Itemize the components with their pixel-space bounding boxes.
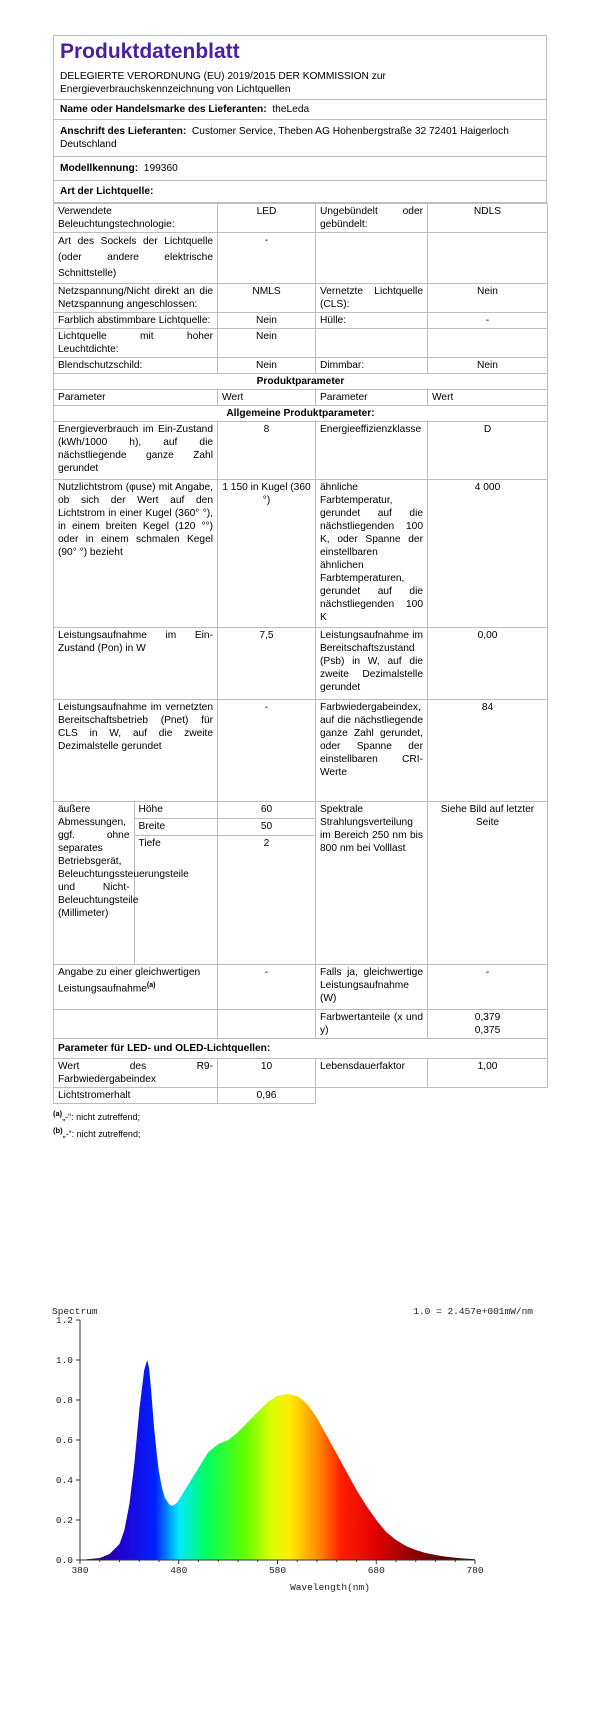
chroma-label: Farbwertanteile (x und y) [316,1010,428,1039]
equiv-value: - [218,965,316,1010]
height-value: 60 [218,802,315,819]
table-row [54,1088,548,1104]
address-value: Customer Service, Theben AG Hohenbergstraße 32 72401 Haigerloch Deutschland [60,126,509,150]
depth-label: Tiefe [138,838,161,849]
table-row [54,1059,548,1088]
hld-value: Nein [218,329,316,358]
maintenance-value: 0,96 [218,1088,316,1104]
table-row [54,390,548,406]
table-row [54,628,548,700]
r9-value: 10 [218,1059,316,1088]
table-row [54,329,548,358]
empty-cell [218,1010,316,1039]
empty-cell [428,233,548,284]
spectrum-svg [50,1300,550,1600]
table-row [54,480,548,628]
chart-title: Spectrum [52,1306,98,1317]
table-row [54,358,548,374]
spectrum-area [80,1360,475,1560]
table-row [54,204,548,233]
table-row [54,284,548,313]
flux-value: 1 150 in Kugel (360 °) [218,480,316,628]
cls-label: Vernetzte Lichtquelle (CLS): [316,284,428,313]
table-row [54,406,548,422]
general-params-heading: Allgemeine Produktparameter: [54,406,548,422]
model-value: 199360 [143,163,178,174]
flux-label: Nutzlichtstrom (φuse) mit Angabe, ob sich der Wert auf den Lichtstrom in einer Kugel (360° °), in einem breiten Kegel (120 °°) oder in einem schmalen Kegel (90° °) bezieht [54,480,218,628]
empty-cell [316,233,428,284]
chroma-y: 0,375 [474,1025,501,1036]
spectrum-chart [50,1300,550,1600]
width-label: Breite [134,819,217,836]
dimensions-label: äußere Abmessungen, ggf. ohne separates Betriebsgerät, Beleuchtungssteuerungsteile und Nicht-Beleuchtungsteile (Millimeter) [54,802,134,964]
glare-label: Blendschutzschild: [54,358,218,374]
cri-label: Farbwiedergabeindex, auf die nächstliegende ganze Zahl gerundet, oder Spanne der einstellbaren CRI-Werte [316,700,428,802]
tech-value: LED [218,204,316,233]
energy-label: Energieverbrauch im Ein-Zustand (kWh/1000 h), auf die nächstliegende ganze Zahl gerundet [54,422,218,480]
dimensions-cell [54,802,218,965]
light-source-type-heading: Art der Lichtquelle: [53,181,547,203]
y-tick-label: 1.2 [55,1315,73,1326]
cct-value: 4 000 [428,480,548,628]
pon-value: 7,5 [218,628,316,700]
r9-label: Wert des R9-Farbwiedergabeindex [54,1059,218,1088]
width-value: 50 [218,819,315,836]
y-tick-label: 0.4 [55,1475,73,1486]
x-tick-label: 780 [466,1565,484,1576]
table-row [54,374,548,390]
maintenance-label: Lichtstromerhalt [54,1088,218,1104]
x-tick-label: 580 [268,1565,287,1576]
survival-label: Lebensdauerfaktor [316,1059,428,1088]
empty-cell [428,329,548,358]
x-tick-label: 480 [170,1565,188,1576]
empty-cell [316,1088,428,1104]
hld-label: Lichtquelle mit hoher Leuchtdichte: [54,329,218,358]
light-source-table [53,203,548,1104]
address-row [53,120,547,157]
supplier-value: theLeda [272,104,310,115]
table-row [54,313,548,329]
table-row [54,233,548,284]
eec-label: Energieeffizienzklasse [316,422,428,480]
x-tick-label: 680 [367,1565,385,1576]
table-row [54,1010,548,1039]
regulation-text: DELEGIERTE VERORDNUNG (EU) 2019/2015 DER KOMMISSION zur Energieverbrauchskennzeichnung von Lichtquellen [53,68,547,100]
supplier-label: Name oder Handelsmarke des Lieferanten: [60,104,267,115]
pon-label: Leistungsaufnahme im Ein-Zustand (Pon) in W [54,628,218,700]
footnotes [53,1107,547,1141]
y-tick-label: 0.8 [55,1395,73,1406]
x-axis-label: Wavelength(nm) [290,1582,370,1593]
y-tick-label: 0.0 [55,1555,73,1566]
equiv2-label: Falls ja, gleichwertige Leistungsaufnahme (W) [316,965,428,1010]
product-datasheet [53,35,547,1141]
depth-value: 2 [263,838,270,849]
empty-cell [316,329,428,358]
y-ticks [56,1315,80,1566]
pnet-value: - [218,700,316,802]
chart-annotation: 1.0 = 2.457e+001mW/nm [413,1306,533,1317]
socket-label: Art des Sockels der Lichtquelle (oder andere elektrische Schnittstelle) [54,233,218,284]
psb-label: Leistungsaufnahme im Bereitschaftszustand (Psb) in W, auf die zweite Dezimalstelle gerundet [316,628,428,700]
footnote [53,1107,547,1124]
table-row [54,422,548,480]
page-title: Produktdatenblatt [53,35,547,68]
footnote-text: „-“: nicht zutreffend; [62,1112,141,1122]
socket-value: - [218,233,316,284]
tunable-label: Farblich abstimmbare Lichtquelle: [54,313,218,329]
envelope-label: Hülle: [316,313,428,329]
col-param: Parameter [316,390,428,406]
mains-label: Netzspannung/Nicht direkt an die Netzspannung angeschlossen: [54,284,218,313]
y-tick-label: 1.0 [55,1355,73,1366]
footnote-mark: (a) [53,1109,63,1118]
cct-label: ähnliche Farbtemperatur, gerundet auf die nächstliegenden 100 K, oder Spanne der einstellbaren ähnlichen Farbtemperaturen, gerundet auf die nächstliegenden 100 K [316,480,428,628]
dimensions-values [218,802,316,965]
y-tick-label: 0.6 [55,1435,73,1446]
chroma-x: 0,379 [474,1012,501,1023]
cri-value: 84 [428,700,548,802]
mains-value: NMLS [218,284,316,313]
x-ticks [71,1560,483,1576]
footnote-text: „-“: nicht zutreffend; [62,1129,141,1139]
cls-value: Nein [428,284,548,313]
col-value: Wert [428,390,548,406]
height-label: Höhe [134,802,217,819]
equiv-label-cell [54,965,218,1010]
table-row [54,965,548,1010]
x-tick-label: 380 [71,1565,89,1576]
survival-value: 1,00 [428,1059,548,1088]
equiv-label: Angabe zu einer gleichwertigen Leistungsaufnahme [58,967,201,995]
col-value: Wert [218,390,316,406]
bundled-value: NDLS [428,204,548,233]
address-label: Anschrift des Lieferanten: [60,126,187,137]
product-params-heading: Produktparameter [54,374,548,390]
spd-label: Spektrale Strahlungsverteilung im Bereich 250 nm bis 800 nm bei Volllast [316,802,428,965]
energy-value: 8 [218,422,316,480]
empty-cell [54,1010,218,1039]
model-label: Modellkennung: [60,163,139,174]
dimmable-value: Nein [428,358,548,374]
dimmable-label: Dimmbar: [316,358,428,374]
col-param: Parameter [54,390,218,406]
psb-value: 0,00 [428,628,548,700]
table-row [54,700,548,802]
tech-label: Verwendete Beleuchtungstechnologie: [54,204,218,233]
supplier-row [53,100,547,120]
bundled-label: Ungebündelt oder gebündelt: [316,204,428,233]
equiv2-value: - [428,965,548,1010]
tunable-value: Nein [218,313,316,329]
footnote [53,1124,547,1141]
chroma-values [428,1010,548,1039]
table-row [54,802,548,965]
pnet-label: Leistungsaufnahme im vernetzten Bereitschaftsbetrieb (Pnet) für CLS in W, auf die zweite Dezimalstelle gerundet [54,700,218,802]
y-tick-label: 0.2 [55,1515,73,1526]
glare-value: Nein [218,358,316,374]
footnote-mark: (b) [53,1126,63,1135]
led-params-heading: Parameter für LED- und OLED-Lichtquellen: [54,1039,548,1059]
eec-value: D [428,422,548,480]
table-row [54,1039,548,1059]
spd-value: Siehe Bild auf letzter Seite [428,802,548,965]
envelope-value: - [428,313,548,329]
equiv-footnote-mark: (a) [146,982,156,989]
empty-cell [428,1088,548,1104]
model-row [53,157,547,181]
